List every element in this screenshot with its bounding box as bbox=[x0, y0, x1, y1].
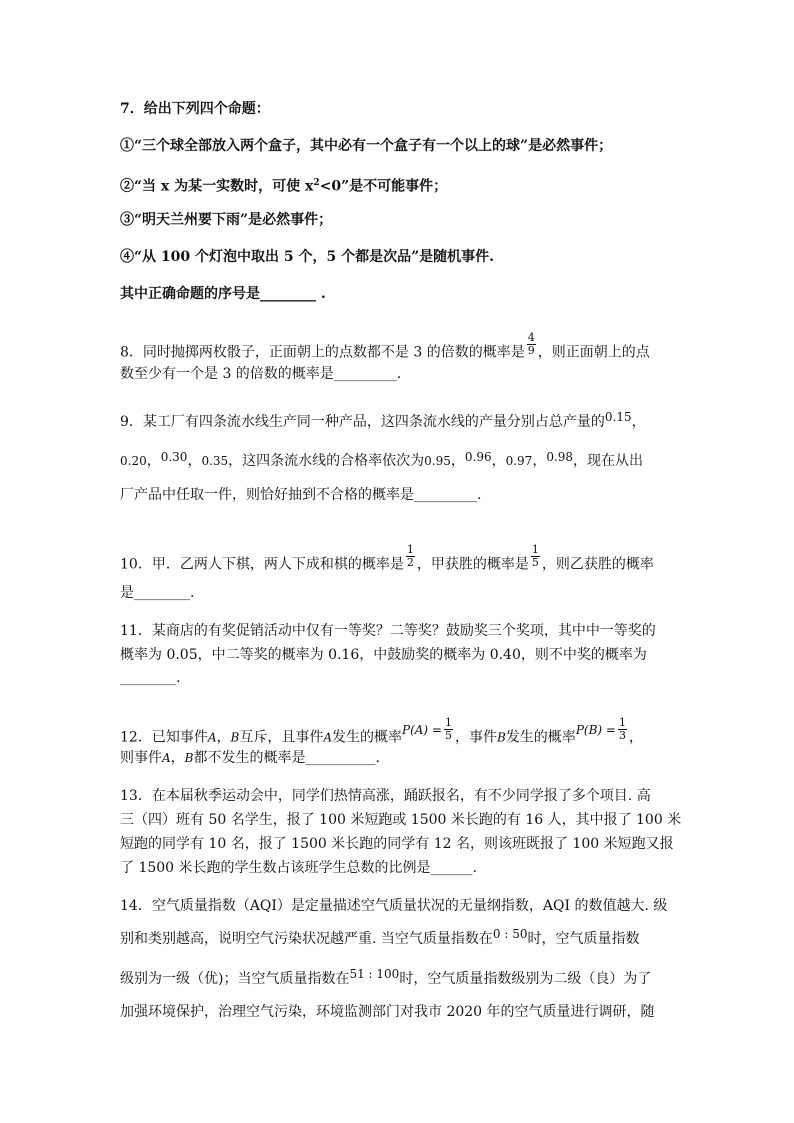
q8-fraction: $\frac{4}{9}$ bbox=[527, 331, 535, 357]
q12-fraction-a: $\frac{1}{5}$ bbox=[444, 716, 452, 742]
q14-line-4: 加强环境保护，治理空气污染，环境监测部门对我市 2020 年的空气质量进行调研，随 bbox=[120, 1004, 655, 1020]
q8-line-1: 8．同时抛掷两枚骰子，正面朝上的点数都不是 3 的倍数的概率是 $\frac{4}{9}$ ，则正面朝上的点 bbox=[120, 331, 650, 361]
q9-line-3: 厂产品中任取一件，则恰好抽到不合格的概率是_________. bbox=[120, 487, 482, 503]
q7-proposition-2: ②“当 x 为某一实数时，可使 $x^2<0$”是不可能事件； bbox=[120, 178, 448, 195]
q13-line-3: 短跑的同学有 10 名，报了 1500 米长跑的同学有 12 名，则该班既报了 100 米短跑又报 bbox=[120, 836, 674, 852]
q13-line-1: 13．在本届秋季运动会中，同学们热情高涨，踊跃报名，有不少同学报了多个项目. 高 bbox=[120, 788, 651, 804]
q7-question: 其中正确命题的序号是________ . bbox=[120, 286, 326, 302]
q10-line-1: 10．甲．乙两人下棋，两人下成和棋的概率是 $\frac{1}{2}$ ，甲获胜的概率是 $\frac{1}{5}$ ，则乙获胜的概率 bbox=[120, 543, 654, 573]
q10-fraction-1: $\frac{1}{2}$ bbox=[406, 543, 414, 569]
q10-fraction-2: $\frac{1}{5}$ bbox=[531, 543, 539, 569]
q11-line-2: 概率为 0.05，中二等奖的概率为 0.16，中鼓励奖的概率为 0.40，则不中奖的概率为 bbox=[120, 647, 647, 663]
q13-line-4: 了 1500 米长跑的学生数占该班学生总数的比例是______. bbox=[120, 860, 477, 876]
q14-line-1: 14．空气质量指数（AQI）是定量描述空气质量状况的无量纲指数，AQI 的数值越大. 级 bbox=[120, 898, 668, 914]
q8-line-2: 数至少有一个是 3 的倍数的概率是_________. bbox=[120, 366, 402, 382]
q7-stem: 7．给出下列四个命题： bbox=[120, 101, 270, 117]
q13-line-2: 三（四）班有 50 名学生，报了 100 米短跑或 1500 米长跑的有 16 人，其中报了 100 米 bbox=[120, 812, 682, 828]
q10-line-2: 是________. bbox=[120, 585, 195, 601]
q12-line-1: 12．已知事件A，B互斥，且事件A发生的概率P(A) = $\frac{1}{5}$ ，事件B发生的概率P(B) = $\frac{1}{3}$ ， bbox=[120, 716, 643, 746]
q14-line-3: 级别为一级（优)；当空气质量指数在51 : 100时，空气质量指数级别为二级（良）为了 bbox=[120, 967, 652, 987]
q11-line-3: ________. bbox=[120, 670, 181, 686]
q12-fraction-b: $\frac{1}{3}$ bbox=[618, 716, 626, 742]
q9-line-2: 0.20，0.30，0.35，这四条流水线的合格率依次为0.95，0.96，0.97，0.98，现在从出 bbox=[120, 450, 644, 469]
q11-line-1: 11．某商店的有奖促销活动中仅有一等奖？二等奖？鼓励奖三个奖项，其中中一等奖的 bbox=[120, 623, 656, 639]
q7-proposition-4: ④“从 100 个灯泡中取出 5 个，5 个都是次品”是随机事件. bbox=[120, 249, 495, 265]
q7-proposition-1: ①“三个球全部放入两个盒子，其中必有一个盒子有一个以上的球”是必然事件； bbox=[120, 138, 613, 154]
q9-line-1: 9．某工厂有四条流水线生产同一种产品，这四条流水线的产量分别占总产量的0.15， bbox=[120, 410, 646, 430]
q7-proposition-3: ③“明天兰州要下雨”是必然事件； bbox=[120, 212, 333, 228]
q14-line-2: 别和类别越高，说明空气污染状况越严重. 当空气质量指数在0 : 50时，空气质量指数 bbox=[120, 927, 640, 947]
q12-line-2: 则事件A，B都不发生的概率是__________. bbox=[120, 750, 380, 766]
